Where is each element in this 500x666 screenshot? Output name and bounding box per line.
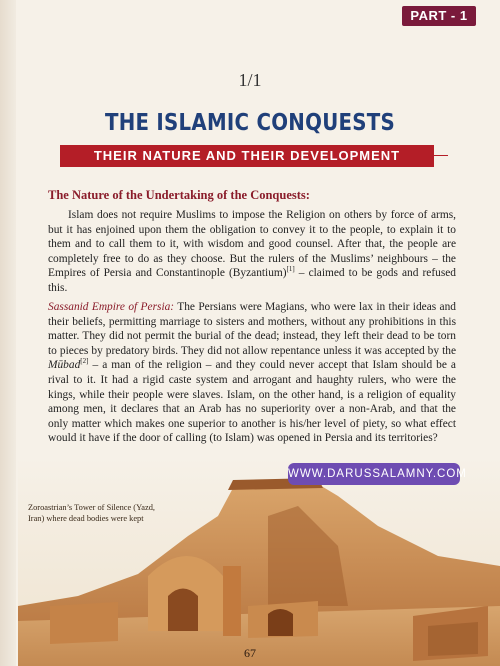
page-edge <box>0 0 16 666</box>
paragraph-1 <box>48 208 456 296</box>
tower-of-silence-photo <box>18 456 500 666</box>
chapter-title: THE ISLAMIC CONQUESTS <box>104 110 396 136</box>
paragraph-1-text: Islam does not require Muslims to impose the Religion on others by force of arms, but it has enjoined upon them the obligation to convey it to the people, to explain it to them and to call them to it, with wisdom and good counsel. After that, the people are completely free to do as they choose. But the rulers of the Muslims’ neighbours – the Empires of Persia and Constantinople (Byzantium) <box>48 209 456 280</box>
part-badge: PART - 1 <box>402 6 476 26</box>
paragraph-1-tail: – claimed to be gods and refused this. <box>48 267 457 294</box>
paragraph-2-text-a: The Persians were Magians, who were lax in their ideas and their beliefs, permitting marriage to sisters and mothers, without any prohibitions in this matter. They did not permit the burial of the dead; instead, they left their dead to be torn to pieces by predatory birds. They did not allow repentance unless it was accepted by the <box>48 301 456 357</box>
chapter-number: 1/1 <box>238 70 262 90</box>
subtitle-rule <box>434 155 448 156</box>
paragraph-2 <box>48 300 456 446</box>
term-mubad: Mūbad <box>48 359 81 372</box>
paragraph-2-lead: Sassanid Empire of Persia: <box>48 301 175 313</box>
paragraph-2-text-b: – a man of the religion – and they could never accept that Islam should be a rival to it. It had a rigid caste system and arrogant and haughty rulers, who were the kings, while their people were slaves. Islam, on the other hand, is a religion of equality among men, it declares that an Arab has no superiority over a non-Arab, and that the only matter which makes one superior to another is his/her level of piety, so what effect would it have if the door of calling (to Islam) was opened in Persia and its territories? <box>48 359 456 445</box>
page-number: 67 <box>244 646 256 660</box>
section-heading: The Nature of the Undertaking of the Conquests: <box>48 188 310 202</box>
photo-caption: Zoroastrian’s Tower of Silence (Yazd, Iran) where dead bodies were kept <box>28 503 156 523</box>
website-watermark[interactable]: WWW.DARUSSALAMNY.COM <box>288 463 460 485</box>
footnote-ref-1[interactable]: [1] <box>286 265 295 274</box>
footnote-ref-2[interactable]: [2] <box>80 357 89 366</box>
chapter-subtitle: THEIR NATURE AND THEIR DEVELOPMENT <box>60 145 434 167</box>
